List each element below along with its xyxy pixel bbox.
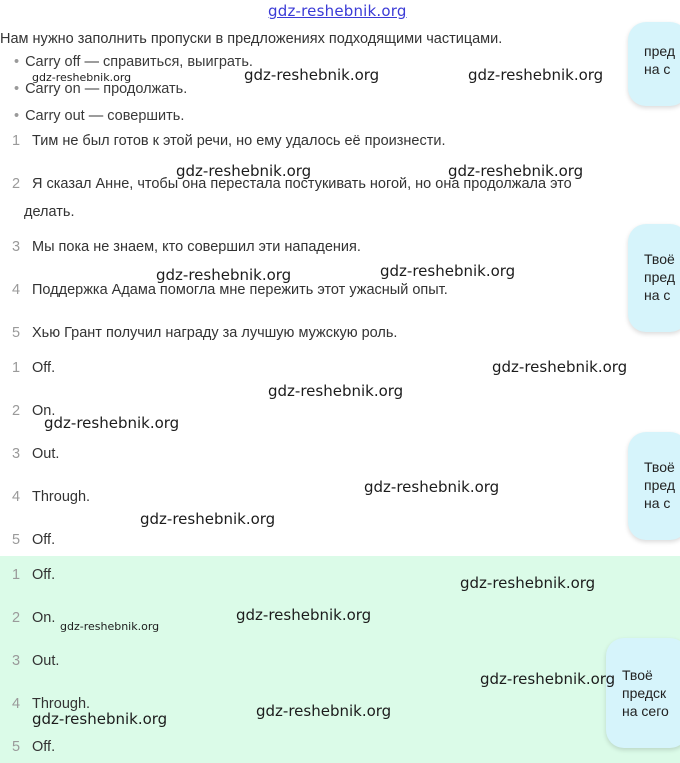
promo-card[interactable] <box>628 22 680 106</box>
item-number: 2 <box>12 610 21 626</box>
watermark: gdz-reshebnik.org <box>268 382 404 400</box>
watermark: gdz-reshebnik.org <box>156 266 292 284</box>
answer-item <box>12 532 55 548</box>
promo-card-text: на с <box>644 495 671 511</box>
answer-text: Off. <box>32 360 56 376</box>
watermark: gdz-reshebnik.org <box>364 478 500 496</box>
item-number: 3 <box>12 239 21 255</box>
item-number: 4 <box>12 282 21 298</box>
promo-card-text: предск <box>622 685 667 701</box>
answer-text: Off. <box>32 739 56 755</box>
bullet-dot-icon: • <box>14 81 20 97</box>
answer-item <box>12 739 55 755</box>
sentence-text: Мы пока не знаем, кто совершил эти нападения. <box>32 239 361 255</box>
bullet-item <box>14 108 184 124</box>
answer-text: On. <box>32 403 56 419</box>
item-number: 1 <box>12 360 21 376</box>
answer-item <box>12 567 55 583</box>
watermark: gdz-reshebnik.org <box>448 162 584 180</box>
site-link[interactable]: gdz-reshebnik.org <box>268 2 407 20</box>
watermark: gdz-reshebnik.org <box>236 606 372 624</box>
answer-text: On. <box>32 610 56 626</box>
item-number: 5 <box>12 325 21 341</box>
watermark: gdz-reshebnik.org <box>256 702 392 720</box>
promo-card-text: пред <box>644 477 676 493</box>
watermark: gdz-reshebnik.org <box>460 574 596 592</box>
watermark: gdz-reshebnik.org <box>140 510 276 528</box>
sentence-item <box>12 325 397 341</box>
bullet-dot-icon: • <box>14 108 20 124</box>
answer-item <box>12 610 55 626</box>
answer-item <box>12 653 59 669</box>
answer-item <box>12 489 90 505</box>
item-number: 5 <box>12 532 21 548</box>
item-number: 3 <box>12 653 21 669</box>
bullet-text: Carry out — совершить. <box>25 108 185 124</box>
answer-text: Out. <box>32 446 60 462</box>
promo-card-text: Твоё <box>622 667 653 683</box>
promo-card-text: Твоё <box>644 459 675 475</box>
watermark: gdz-reshebnik.org <box>468 66 604 84</box>
promo-card-text: на сего <box>622 703 669 719</box>
promo-card-text: Твоё <box>644 251 675 267</box>
intro-text: Нам нужно заполнить пропуски в предложениях подходящими частицами. <box>0 31 503 47</box>
sentence-text: Поддержка Адама помогла мне пережить этот ужасный опыт. <box>32 282 448 298</box>
watermark: gdz-reshebnik.org <box>380 262 516 280</box>
item-number: 4 <box>12 696 21 712</box>
watermark: gdz-reshebnik.org <box>480 670 616 688</box>
bullet-text: Carry off — справиться, выиграть. <box>25 54 253 70</box>
sentence-text: Тим не был готов к этой речи, но ему удалось её произнести. <box>32 133 446 149</box>
sentence-item <box>12 282 448 298</box>
watermark: gdz-reshebnik.org <box>44 414 180 432</box>
item-number: 1 <box>12 567 21 583</box>
bullet-text: Carry on — продолжать. <box>25 81 188 97</box>
bullet-dot-icon: • <box>14 54 20 70</box>
promo-card[interactable] <box>606 638 680 748</box>
promo-card[interactable] <box>628 432 680 540</box>
promo-card-text: пред <box>644 269 676 285</box>
watermark: gdz-reshebnik.org <box>32 71 132 84</box>
item-number: 5 <box>12 739 21 755</box>
item-number: 3 <box>12 446 21 462</box>
sentence-item <box>12 133 445 149</box>
item-number: 2 <box>12 176 21 192</box>
promo-card-text: пред <box>644 43 676 59</box>
answer-text: Through. <box>32 696 91 712</box>
watermark: gdz-reshebnik.org <box>32 710 168 728</box>
item-number: 2 <box>12 403 21 419</box>
item-number: 1 <box>12 133 21 149</box>
promo-card[interactable] <box>628 224 680 332</box>
item-number: 4 <box>12 489 21 505</box>
watermark: gdz-reshebnik.org <box>60 620 160 633</box>
promo-card-text: на с <box>644 287 671 303</box>
answer-text: Off. <box>32 532 56 548</box>
promo-card-text: на с <box>644 61 671 77</box>
sentence-continuation: делать. <box>24 204 75 220</box>
sentence-text: Хью Грант получил награду за лучшую мужскую роль. <box>32 325 398 341</box>
sentence-text: Я сказал Анне, чтобы она перестала постукивать ногой, но она продолжала это <box>32 176 572 192</box>
answer-item <box>12 446 59 462</box>
watermark: gdz-reshebnik.org <box>176 162 312 180</box>
answer-text: Out. <box>32 653 60 669</box>
watermark: gdz-reshebnik.org <box>492 358 628 376</box>
answer-item <box>12 360 55 376</box>
answer-text: Off. <box>32 567 56 583</box>
watermark: gdz-reshebnik.org <box>244 66 380 84</box>
bullet-item <box>14 54 253 70</box>
answer-text: Through. <box>32 489 91 505</box>
sentence-item <box>12 239 361 255</box>
